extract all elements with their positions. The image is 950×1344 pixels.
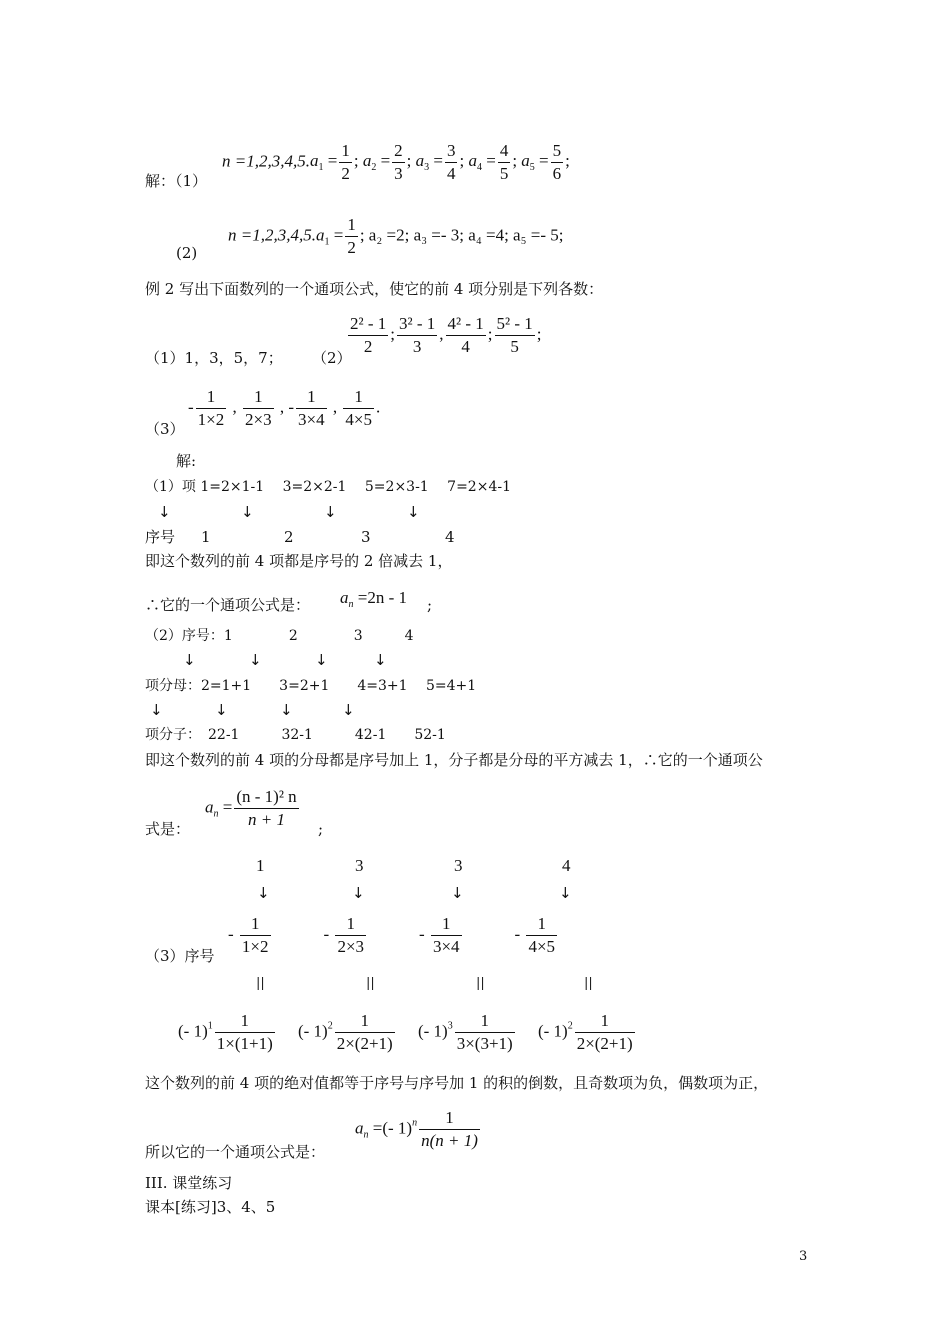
section-heading: III. 课堂练习 [145, 1174, 233, 1192]
fraction: $\frac{1}{4\times 5}$ [345, 387, 372, 429]
example-part-1: （1）1，3，5，7； [145, 349, 283, 367]
part-1-formula-label: ∴它的一个通项公式是： [145, 596, 311, 614]
arrow-icon: ↓ [315, 651, 328, 669]
part-3-top: 3 [454, 856, 463, 875]
fraction: $\frac{\text{4² - 1}}{4}$ [447, 314, 484, 356]
arrow-icon: ↓ [241, 503, 254, 521]
fraction: $\frac{4}{5}$ [499, 141, 509, 183]
fraction: $\frac{\text{(n - 1)² n}}{n + 1}$ [236, 787, 297, 829]
example-part-3-fractions: - $\frac{1}{1\times 2}$ , $\frac{1}{2\times 3}$ , - $\frac{1}{3\times 4}$ , $\frac{1}{4\times 5}$ . [188, 387, 381, 429]
sequence-number: 1 [201, 528, 211, 546]
exercise-reference: 课本[练习]3、4、5 [145, 1198, 276, 1216]
arrow-icon: ↓ [150, 701, 163, 719]
part-3-label: （3）序号 [145, 947, 215, 965]
semicolon: ; [318, 820, 324, 838]
fraction: $\frac{2}{3}$ [394, 141, 403, 183]
fraction: $\frac{1}{2\times 3}$ [337, 914, 365, 956]
formula-line-1 [222, 140, 570, 185]
fraction: $\frac{1}{2}$ [341, 141, 350, 183]
example-part-2-label: （2） [312, 349, 352, 367]
fraction: $\frac{1}{2\times 3}$ [245, 387, 272, 429]
part-3-top: 3 [355, 856, 364, 875]
formula-terms: $a_1$ = $\frac{1}{2}$ ; $a_2$ = $\frac{2}{3}$ ; $a_3$ = $\frac{3}{4}$ ; $a_4$ = $\frac{4}{5}$ ; $a_5$ = $\frac{5}{6}$ ; [309, 141, 570, 183]
part-3-top: 4 [562, 856, 571, 875]
sequence-number: 3 [361, 528, 371, 546]
part-2-conclusion: 即这个数列的前 4 项的分母都是序号加上 1，分子都是分母的平方减去 1，∴它的一个通项公 [145, 751, 763, 769]
fraction: $\frac{1}{1\times 2}$ [241, 914, 269, 956]
semicolon: ; [427, 596, 433, 614]
part-3-top: 1 [256, 856, 265, 875]
part-3-conclusion: 这个数列的前 4 项的绝对值都等于序号与序号加 1 的积的倒数，且奇数项为负，偶数项为正， [145, 1074, 769, 1092]
part-1-terms: （1）项 1=2×1-1 3=2×2-1 5=2×3-1 7=2×4-1 [145, 479, 511, 495]
example-part-3-label: （3） [145, 420, 185, 438]
example-2-heading: 例 2 写出下面数列的一个通项公式，使它的前 4 项分别是下列各数： [145, 280, 604, 298]
part-1-formula: $a_n =2n - 1$ [340, 588, 407, 610]
sequence-label: 序号 [145, 528, 176, 546]
arrow-icon: ↓ [559, 884, 572, 902]
part-3-formula: $a_n$ =(- 1)$^n$ $\frac{1}{n(n + 1)}$ [355, 1108, 478, 1150]
formula-rest: ; a₂ =2; a₃ =- 3; a₄ =4; a₅ =- 5; [359, 225, 564, 245]
arrow-icon: ↓ [451, 884, 464, 902]
fraction: $\frac{\text{2² - 1}}{2}$ [350, 314, 387, 356]
arrow-icon: ↓ [280, 701, 293, 719]
fraction: $\frac{1}{2\times(2+1)}$ [336, 1011, 393, 1053]
fraction: $\frac{1}{1\times 2}$ [197, 387, 225, 429]
solution-heading: 解: [176, 452, 197, 470]
formula-prefix: n =1,2,3,4,5. [222, 151, 310, 171]
part-3-expanded-row: (- 1)$^1$ $\frac{1}{1\times(1+1)}$ (- 1)$^2$ $\frac{1}{2\times(2+1)}$ (- 1)$^3$ $\frac{1}{3\times(3+1)}$ (- 1)$^2$ $\frac{1}{2\times(2+1)}$ [178, 1011, 633, 1053]
part-3-formula-label: 所以它的一个通项公式是： [145, 1143, 326, 1161]
fraction: $\frac{1}{2\times(2+1)}$ [576, 1011, 633, 1053]
solution-2-label: (2) [176, 244, 198, 262]
arrow-icon: ↓ [352, 884, 365, 902]
arrow-icon: ↓ [183, 651, 196, 669]
fraction: $\frac{3}{4}$ [446, 141, 456, 183]
equals-mark: || [256, 976, 265, 991]
arrow-icon: ↓ [215, 701, 228, 719]
arrow-icon: ↓ [374, 651, 387, 669]
part-2-formula: $a_n$ = $\frac{\text{(n - 1)² n}}{n + 1}$ [205, 787, 297, 829]
fraction: $\frac{1}{3\times 4}$ [432, 914, 460, 956]
arrow-icon: ↓ [407, 503, 420, 521]
formula-prefix-2: n =1,2,3,4,5. [228, 225, 316, 245]
sequence-number: 4 [445, 528, 455, 546]
fraction: $\frac{\text{5² - 1}}{5}$ [496, 314, 533, 356]
page-number: 3 [799, 1249, 808, 1264]
arrow-icon: ↓ [324, 503, 337, 521]
arrow-icon: ↓ [342, 701, 355, 719]
example-part-2-fractions: $\frac{\text{2² - 1}}{2}$ ; $\frac{\text{3² - 1}}{3}$ , $\frac{\text{4² - 1}}{4}$ ; $\frac{\text{5² - 1}}{5}$ ; [350, 314, 542, 356]
equals-mark: || [366, 976, 375, 991]
arrow-icon: ↓ [249, 651, 262, 669]
part-3-fraction-row: - $\frac{1}{1\times 2}$ - $\frac{1}{2\times 3}$ - $\frac{1}{3\times 4}$ - $\frac{1}{4\times 5}$ [228, 914, 556, 956]
solution-label: 解：（1） [145, 172, 208, 190]
fraction: $\frac{1}{4\times 5}$ [528, 914, 556, 956]
fraction: $\frac{1}{3\times(3+1)}$ [456, 1011, 513, 1053]
equals-mark: || [584, 976, 593, 991]
equals-mark: || [476, 976, 485, 991]
fraction: $\frac{5}{6}$ [552, 141, 562, 183]
arrow-icon: ↓ [257, 884, 270, 902]
fraction: $\frac{1}{3\times 4}$ [298, 387, 325, 429]
sequence-number: 2 [284, 528, 294, 546]
part-2-sequence: （2）序号：1 2 3 4 [145, 628, 414, 644]
part-2-numerators: 项分子： 22-1 32-1 42-1 52-1 [145, 727, 446, 743]
fraction: $\frac{1}{1\times(1+1)}$ [216, 1011, 273, 1053]
fraction: $\frac{1}{2}$ [347, 215, 356, 257]
fraction: $\frac{\text{3² - 1}}{3}$ [399, 314, 436, 356]
formula-line-2: $n =1,2,3,4,5.a_1$ = $\frac{1}{2}$ ; a₂ =2; a₃ =- 3; a₄ =4; a₅ =- 5; [228, 215, 564, 257]
part-2-denominators: 项分母：2=1+1 3=2+1 4=3+1 5=4+1 [145, 678, 477, 694]
part-1-conclusion: 即这个数列的前 4 项都是序号的 2 倍减去 1， [145, 552, 453, 570]
arrow-icon: ↓ [158, 503, 171, 521]
part-2-formula-label: 式是： [145, 820, 191, 838]
fraction: $\frac{1}{n(n + 1)}$ [421, 1108, 478, 1150]
